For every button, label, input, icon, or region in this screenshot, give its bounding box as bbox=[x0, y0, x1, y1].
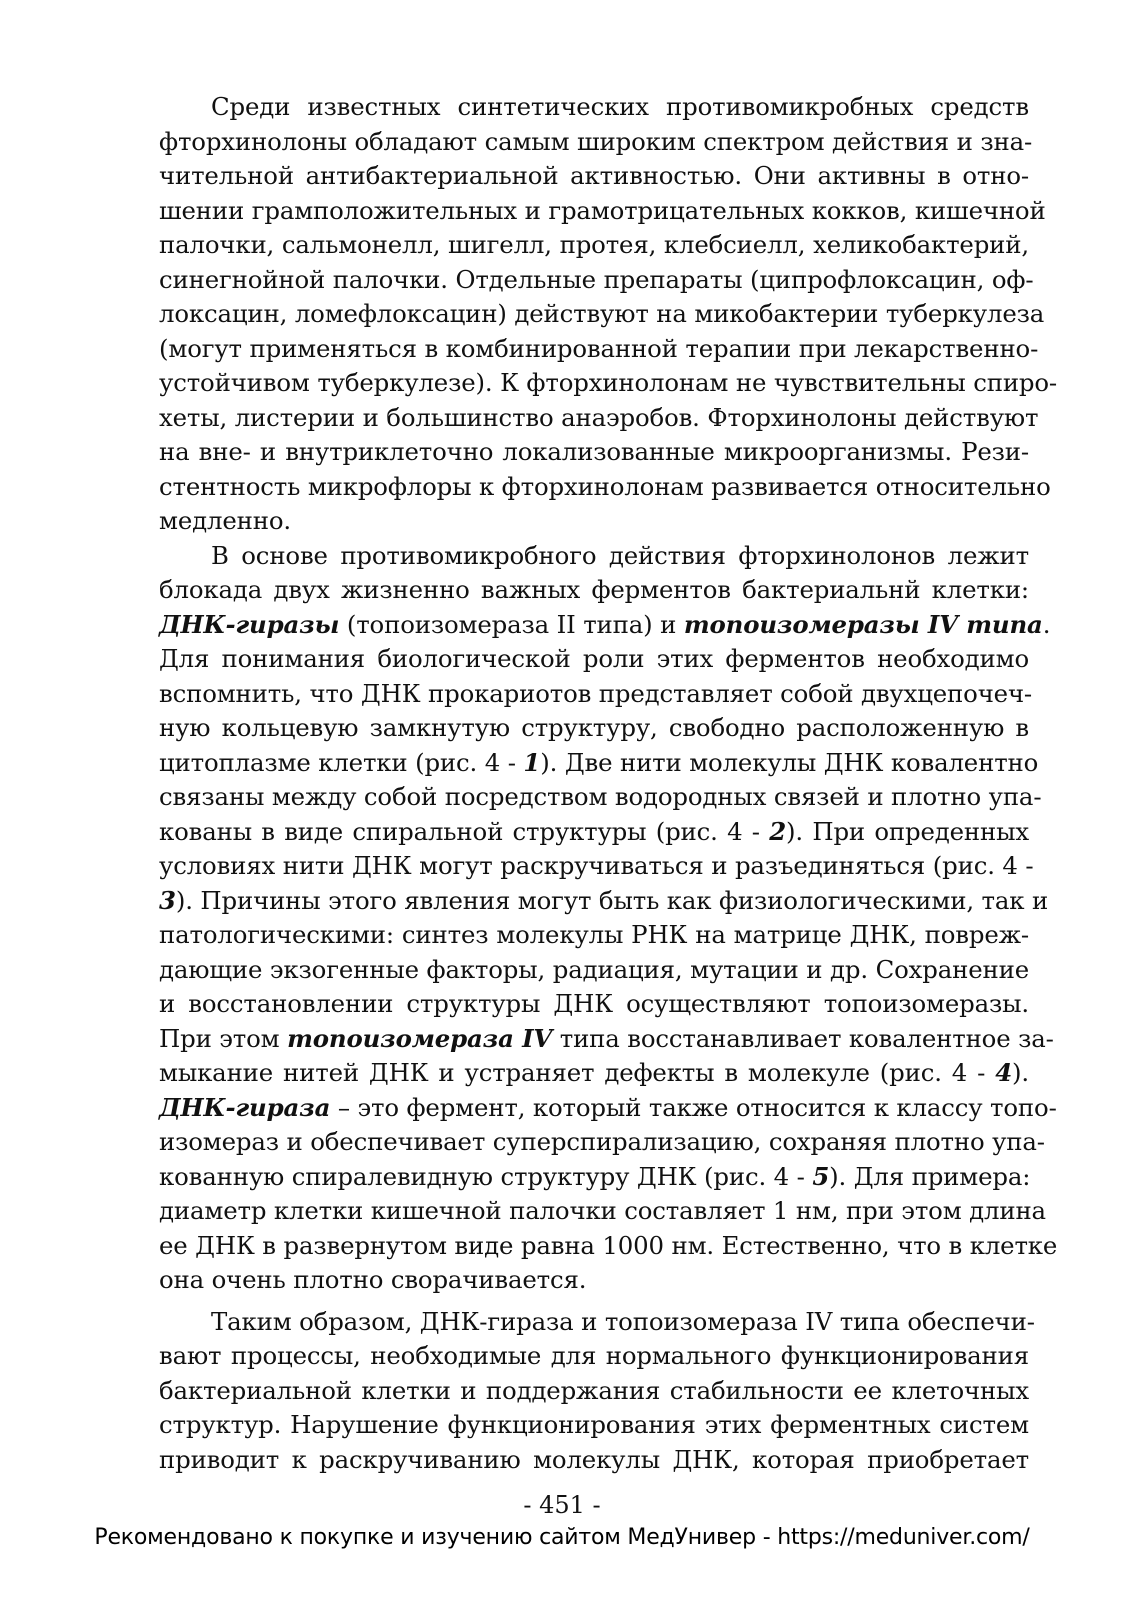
page-number: - 451 - bbox=[523, 1491, 601, 1519]
text-line: вспомнить, что ДНК прокариотов представляет собой двухцепочеч- bbox=[159, 678, 1033, 708]
paragraph-1 bbox=[159, 90, 1058, 539]
term-dna-gyrase: ДНК-гираза bbox=[159, 1092, 331, 1122]
text-line bbox=[159, 608, 1051, 643]
text-line: палочки, сальмонелл, шигелл, протея, клебсиелл, хеликобактерий, bbox=[159, 230, 1029, 259]
paragraph-3 bbox=[159, 1305, 1035, 1478]
text-line: локсацин, ломефлоксацин) действуют на микобактерии туберкулеза bbox=[159, 299, 1045, 328]
text-line: Среди известных синтетических противомикробных средств bbox=[211, 92, 1029, 121]
text-line bbox=[159, 1056, 1029, 1091]
text-line: ее ДНК в развернутом виде равна 1000 нм. Естественно, что в клетке bbox=[159, 1230, 1058, 1260]
text-run: При этом bbox=[159, 1023, 288, 1053]
text-run: типа восстанавливает ковалентное за- bbox=[552, 1023, 1054, 1053]
text-run: . bbox=[1042, 609, 1051, 639]
text-line: изомераз и обеспечивает суперспирализацию, сохраняя плотно упа- bbox=[159, 1127, 1045, 1156]
text-line: ную кольцевую замкнутую структуру, свободно расположенную в bbox=[159, 713, 1029, 742]
text-line: она очень плотно сворачивается. bbox=[159, 1265, 587, 1294]
term-topoisomerase-iv: топоизомераза IV bbox=[287, 1023, 553, 1053]
text-line: патологическими: синтез молекулы РНК на матрице ДНК, повреж- bbox=[159, 920, 1029, 949]
term-topoisomerase-iv: топоизомеразы IV типа bbox=[683, 609, 1043, 639]
text-line: вают процессы, необходимые для нормального функционирования bbox=[159, 1341, 1029, 1370]
text-line: структур. Нарушение функционирования этих ферментных систем bbox=[159, 1410, 1029, 1439]
text-line: диаметр клетки кишечной палочки составляет 1 нм, при этом длина bbox=[159, 1196, 1046, 1225]
text-line: чительной антибактериальной активностью. Они активны в отно- bbox=[159, 161, 1029, 190]
text-line: условиях нити ДНК могут раскручиваться и разъединяться (рис. 4 - bbox=[159, 851, 1034, 880]
text-run: мыкание нитей ДНК и устраняет дефекты в молекуле (рис. 4 - bbox=[159, 1058, 996, 1087]
figure-ref: 4 bbox=[995, 1058, 1013, 1087]
text-run: цитоплазме клетки (рис. 4 - bbox=[159, 747, 524, 777]
term-dna-gyrase: ДНК-гиразы bbox=[159, 609, 340, 639]
text-run: ). Для примера: bbox=[829, 1161, 1031, 1191]
text-line: устойчивом туберкулезе). К фторхинолонам не чувствительны спиро- bbox=[159, 368, 1058, 397]
text-line: (могут применяться в комбинированной терапии при лекарственно- bbox=[159, 333, 1039, 363]
text-run: кованную спиралевидную структуру ДНК (рис. 4 - bbox=[159, 1161, 813, 1191]
text-run: ). При опреденных bbox=[786, 816, 1029, 846]
text-line: Таким образом, ДНК-гираза и топоизомераза IV типа обеспечи- bbox=[211, 1306, 1035, 1336]
text-line bbox=[159, 884, 1049, 919]
text-run: кованы в виде спиральной структуры (рис. 4 - bbox=[159, 816, 770, 846]
text-line: на вне- и внутриклеточно локализованные микроорганизмы. Рези- bbox=[159, 437, 1029, 466]
text-line: дающие экзогенные факторы, радиация, мутации и др. Сохранение bbox=[159, 954, 1029, 984]
text-line: приводит к раскручиванию молекулы ДНК, которая приобретает bbox=[159, 1444, 1029, 1474]
text-line bbox=[159, 1160, 1029, 1195]
text-line: В основе противомикробного действия фторхинолонов лежит bbox=[211, 540, 1029, 570]
footer-note: Рекомендовано к покупке и изучению сайтом МедУнивер - https://meduniver.com/ bbox=[94, 1525, 1030, 1550]
text-run: (топоизомераза II типа) и bbox=[339, 609, 684, 639]
text-run: – это фермент, который также относится к классу топо- bbox=[330, 1092, 1057, 1122]
page-body bbox=[159, 90, 1058, 1477]
text-line: блокада двух жизненно важных ферментов бактериальнй клетки: bbox=[159, 575, 1029, 604]
text-line: стентность микрофлоры к фторхинолонам развивается относительно bbox=[159, 471, 1051, 501]
figure-ref: 2 bbox=[769, 816, 787, 846]
text-line: и восстановлении структуры ДНК осуществляют топоизомеразы. bbox=[159, 989, 1029, 1018]
text-run: ). Две нити молекулы ДНК ковалентно bbox=[540, 747, 1039, 777]
text-line: медленно. bbox=[159, 506, 291, 535]
paragraph-2 bbox=[159, 539, 1058, 1298]
text-line bbox=[159, 1022, 1054, 1057]
text-line: связаны между собой посредством водородных связей и плотно упа- bbox=[159, 782, 1042, 811]
text-line: Для понимания биологической роли этих ферментов необходимо bbox=[159, 644, 1029, 673]
text-run: ). Причины этого явления могут быть как физиологическими, так и bbox=[175, 885, 1049, 915]
text-line bbox=[159, 815, 1029, 850]
text-line: хеты, листерии и большинство анаэробов. Фторхинолоны действуют bbox=[159, 402, 1039, 432]
paragraph-spacing bbox=[159, 1298, 1029, 1305]
text-line: шении грамположительных и грамотрицательных кокков, кишечной bbox=[159, 195, 1046, 225]
text-line: синегнойной палочки. Отдельные препараты (ципрофлоксацин, оф- bbox=[159, 264, 1034, 294]
text-line bbox=[159, 746, 1039, 781]
text-line bbox=[159, 1091, 1057, 1126]
text-line: фторхинолоны обладают самым широким спектром действия и зна- bbox=[159, 126, 1033, 156]
figure-ref: 5 bbox=[812, 1161, 830, 1191]
figure-ref: 3 bbox=[159, 885, 176, 915]
text-run: ). bbox=[1012, 1058, 1029, 1087]
figure-ref: 1 bbox=[523, 747, 541, 777]
text-line: бактериальной клетки и поддержания стабильности ее клеточных bbox=[159, 1375, 1029, 1405]
